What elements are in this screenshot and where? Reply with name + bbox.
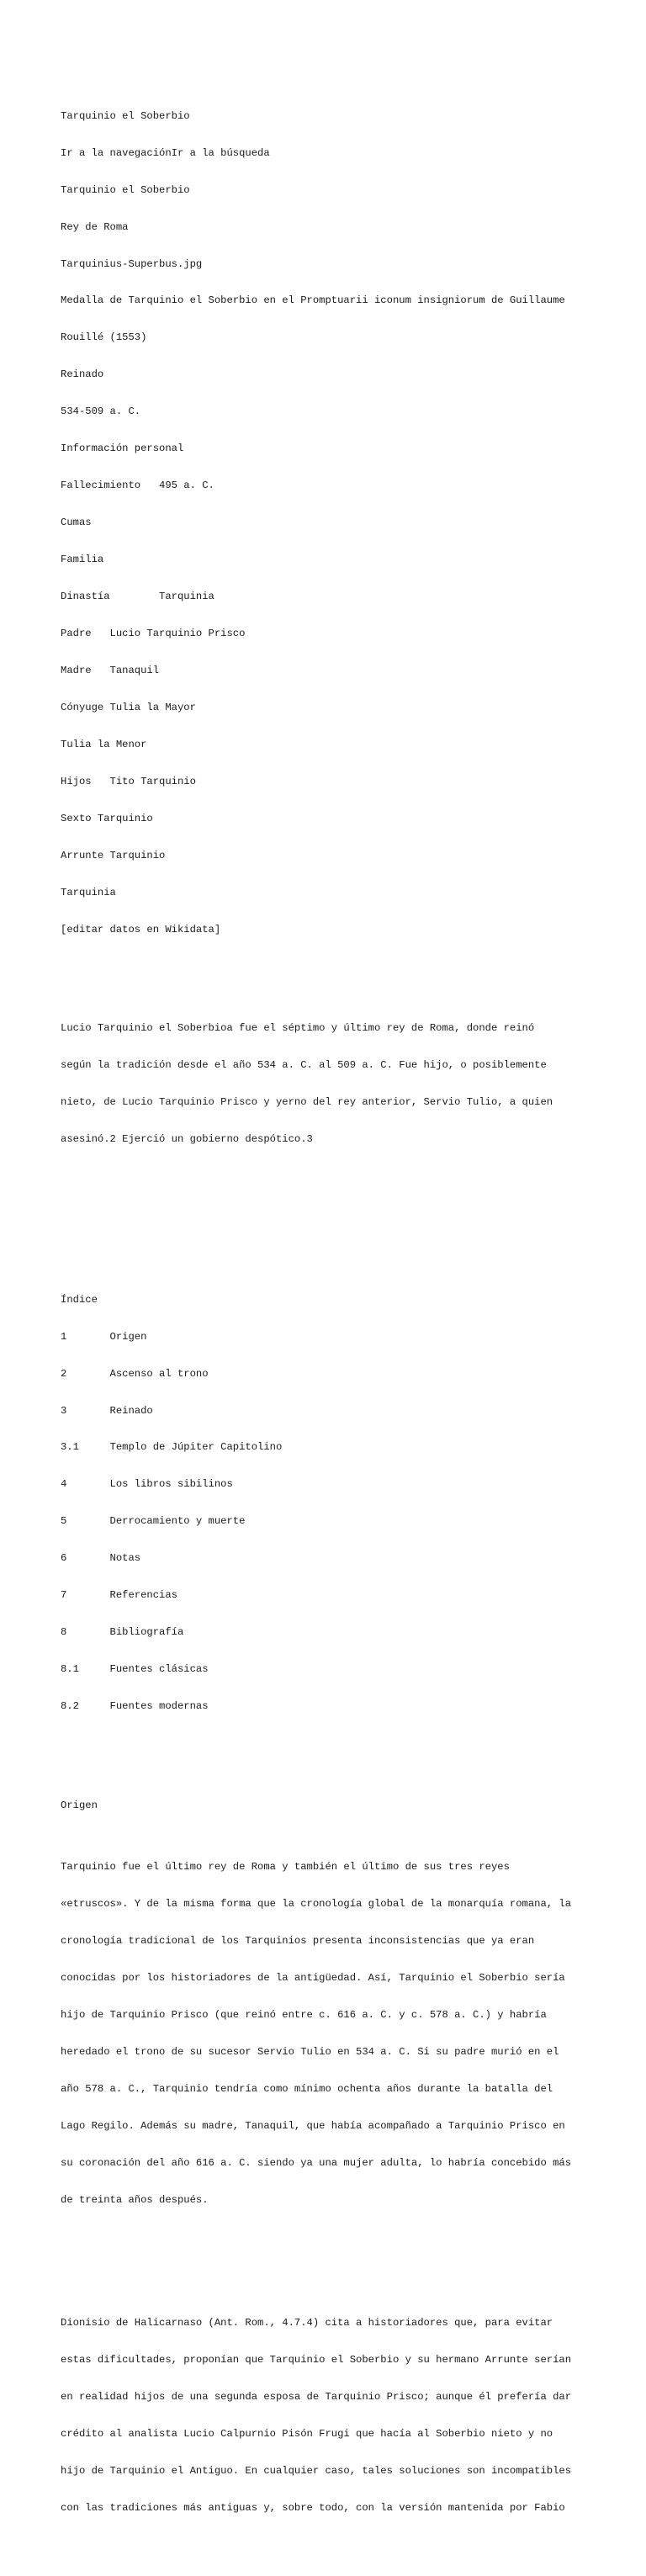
- toc-number: 1: [61, 1330, 67, 1343]
- paragraph-line: conocidas por los historiadores de la antigüedad. Así, Tarquinio el Soberbio sería: [61, 1971, 565, 1984]
- infobox-line: Tulia la Menor: [61, 739, 147, 751]
- paragraph-line: año 578 a. C., Tarquinio tendría como mínimo ochenta años durante la batalla del: [61, 2082, 553, 2095]
- paragraph-line: asesinó.2 Ejerció un gobierno despótico.3: [61, 1133, 313, 1146]
- paragraph-line: según la tradición desde el año 534 a. C. al 509 a. C. Fue hijo, o posiblemente: [61, 1059, 547, 1072]
- infobox: [61, 85, 599, 961]
- toc-number: 3: [61, 1404, 67, 1417]
- infobox-line: Reinado: [61, 368, 104, 381]
- infobox-line: [editar datos en Wikidata]: [61, 923, 221, 936]
- toc-entry[interactable]: [61, 1405, 599, 1418]
- paragraph-line: heredado el trono de su sucesor Servio Tulio en 534 a. C. Si su padre murió en el: [61, 2045, 559, 2058]
- spacer: [61, 2255, 599, 2268]
- toc-number: 5: [61, 1515, 67, 1528]
- paragraph-line: con las tradiciones más antiguas y, sobre todo, con la versión mantenida por Fabio: [61, 2501, 565, 2514]
- toc-number: 2: [61, 1367, 67, 1380]
- infobox-line: Medalla de Tarquinio el Soberbio en el Promptuarii iconum insigniorum de Guillaume: [61, 294, 565, 307]
- paragraph: [61, 2292, 599, 2539]
- paragraph-line: Tarquinio fue el último rey de Roma y también el último de sus tres reyes: [61, 1860, 510, 1873]
- toc-entry[interactable]: [61, 1589, 599, 1602]
- paragraph-line: Lucio Tarquinio el Soberbioa fue el séptimo y último rey de Roma, donde reinó: [61, 1022, 535, 1035]
- toc-number: 8.1: [61, 1663, 79, 1676]
- infobox-line: Tarquinius-Superbus.jpg: [61, 257, 203, 270]
- infobox-line: Información personal: [61, 443, 184, 455]
- toc-entry[interactable]: [61, 1552, 599, 1565]
- toc-entry[interactable]: [61, 1368, 599, 1381]
- toc-number: 3.1: [61, 1441, 79, 1454]
- paragraph-line: nieto, de Lucio Tarquinio Prisco y yerno del rey anterior, Servio Tulio, a quien: [61, 1096, 553, 1109]
- toc-title: Índice: [61, 1293, 98, 1306]
- spacer: [61, 1207, 599, 1232]
- toc-entry[interactable]: [61, 1515, 599, 1528]
- section-heading: Origen: [61, 1799, 98, 1811]
- infobox-line: Padre Lucio Tarquinio Prisco: [61, 628, 246, 640]
- document-page: [61, 61, 599, 2576]
- infobox-line: Arrunte Tarquinio: [61, 850, 166, 861]
- toc-label: Reinado: [109, 1404, 153, 1417]
- infobox-line: Rouillé (1553): [61, 331, 147, 344]
- paragraph-line: en realidad hijos de una segunda esposa de Tarquinio Prisco; aunque él prefería dar: [61, 2391, 572, 2403]
- infobox-line: Rey de Roma: [61, 220, 129, 233]
- infobox-line: Tarquinio el Soberbio: [61, 109, 190, 122]
- toc-label: Notas: [109, 1552, 141, 1565]
- paragraph-line: Dionisio de Halicarnaso (Ant. Rom., 4.7.4) cita a historiadores que, para evitar: [61, 2317, 553, 2330]
- infobox-line: Tarquinia: [61, 886, 116, 898]
- paragraph-line: cronología tradicional de los Tarquinios presenta inconsistencias que ya eran: [61, 1934, 535, 1947]
- toc-entry[interactable]: [61, 1478, 599, 1491]
- intro-paragraph: [61, 998, 599, 1170]
- paragraph-line: hijo de Tarquinio el Antiguo. En cualquier caso, tales soluciones son incompatibles: [61, 2464, 572, 2477]
- table-of-contents: [61, 1269, 599, 1737]
- toc-label: Bibliografía: [109, 1626, 184, 1639]
- paragraph-line: Lago Regilo. Además su madre, Tanaquil, que había acompañado a Tarquinio Prisco en: [61, 2119, 565, 2132]
- paragraph: [61, 1836, 599, 2230]
- paragraph-line: su coronación del año 616 a. C. siendo ya una mujer adulta, lo habría concebido más: [61, 2156, 572, 2169]
- toc-entry[interactable]: [61, 1626, 599, 1639]
- toc-entry[interactable]: [61, 1331, 599, 1344]
- toc-number: 8: [61, 1626, 67, 1639]
- infobox-line: Hijos Tito Tarquinio: [61, 776, 196, 788]
- paragraph-line: crédito al analista Lucio Calpurnio Pisón Frugi que hacía al Soberbio nieto y no: [61, 2427, 553, 2440]
- toc-label: Fuentes clásicas: [109, 1663, 209, 1676]
- toc-number: 6: [61, 1552, 67, 1565]
- infobox-line: Sexto Tarquinio: [61, 813, 153, 825]
- infobox-line: Dinastía Tarquinia: [61, 591, 214, 603]
- toc-entry[interactable]: [61, 1663, 599, 1676]
- toc-label: Templo de Júpiter Capitolino: [109, 1441, 283, 1454]
- infobox-line: Tarquinio el Soberbio: [61, 183, 190, 196]
- toc-label: Fuentes modernas: [109, 1700, 209, 1713]
- infobox-line: Ir a la navegaciónIr a la búsqueda: [61, 146, 270, 159]
- toc-label: Origen: [109, 1330, 147, 1343]
- infobox-line: Cónyuge Tulia la Mayor: [61, 702, 196, 714]
- infobox-line: 534-509 a. C.: [61, 405, 141, 418]
- toc-entry[interactable]: [61, 1441, 599, 1454]
- infobox-line: Fallecimiento 495 a. C.: [61, 480, 214, 492]
- toc-number: 4: [61, 1478, 67, 1491]
- toc-label: Los libros sibilinos: [109, 1478, 233, 1491]
- paragraph-line: «etruscos». Y de la misma forma que la cronología global de la monarquía romana, la: [61, 1897, 572, 1910]
- toc-label: Referencias: [109, 1589, 177, 1602]
- paragraph-line: hijo de Tarquinio Prisco (que reinó entre c. 616 a. C. y c. 578 a. C.) y habría: [61, 2008, 547, 2021]
- infobox-line: Familia: [61, 554, 104, 566]
- infobox-line: Madre Tanaquil: [61, 665, 160, 677]
- paragraph-line: estas dificultades, proponían que Tarquinio el Soberbio y su hermano Arrunte serían: [61, 2354, 572, 2367]
- toc-entry[interactable]: [61, 1700, 599, 1713]
- paragraph-line: de treinta años después.: [61, 2193, 209, 2206]
- toc-label: Ascenso al trono: [109, 1367, 209, 1380]
- toc-number: 8.2: [61, 1700, 79, 1713]
- infobox-line: Cumas: [61, 517, 92, 529]
- toc-number: 7: [61, 1589, 67, 1602]
- toc-label: Derrocamiento y muerte: [109, 1515, 246, 1528]
- section-origen: [61, 1774, 599, 2563]
